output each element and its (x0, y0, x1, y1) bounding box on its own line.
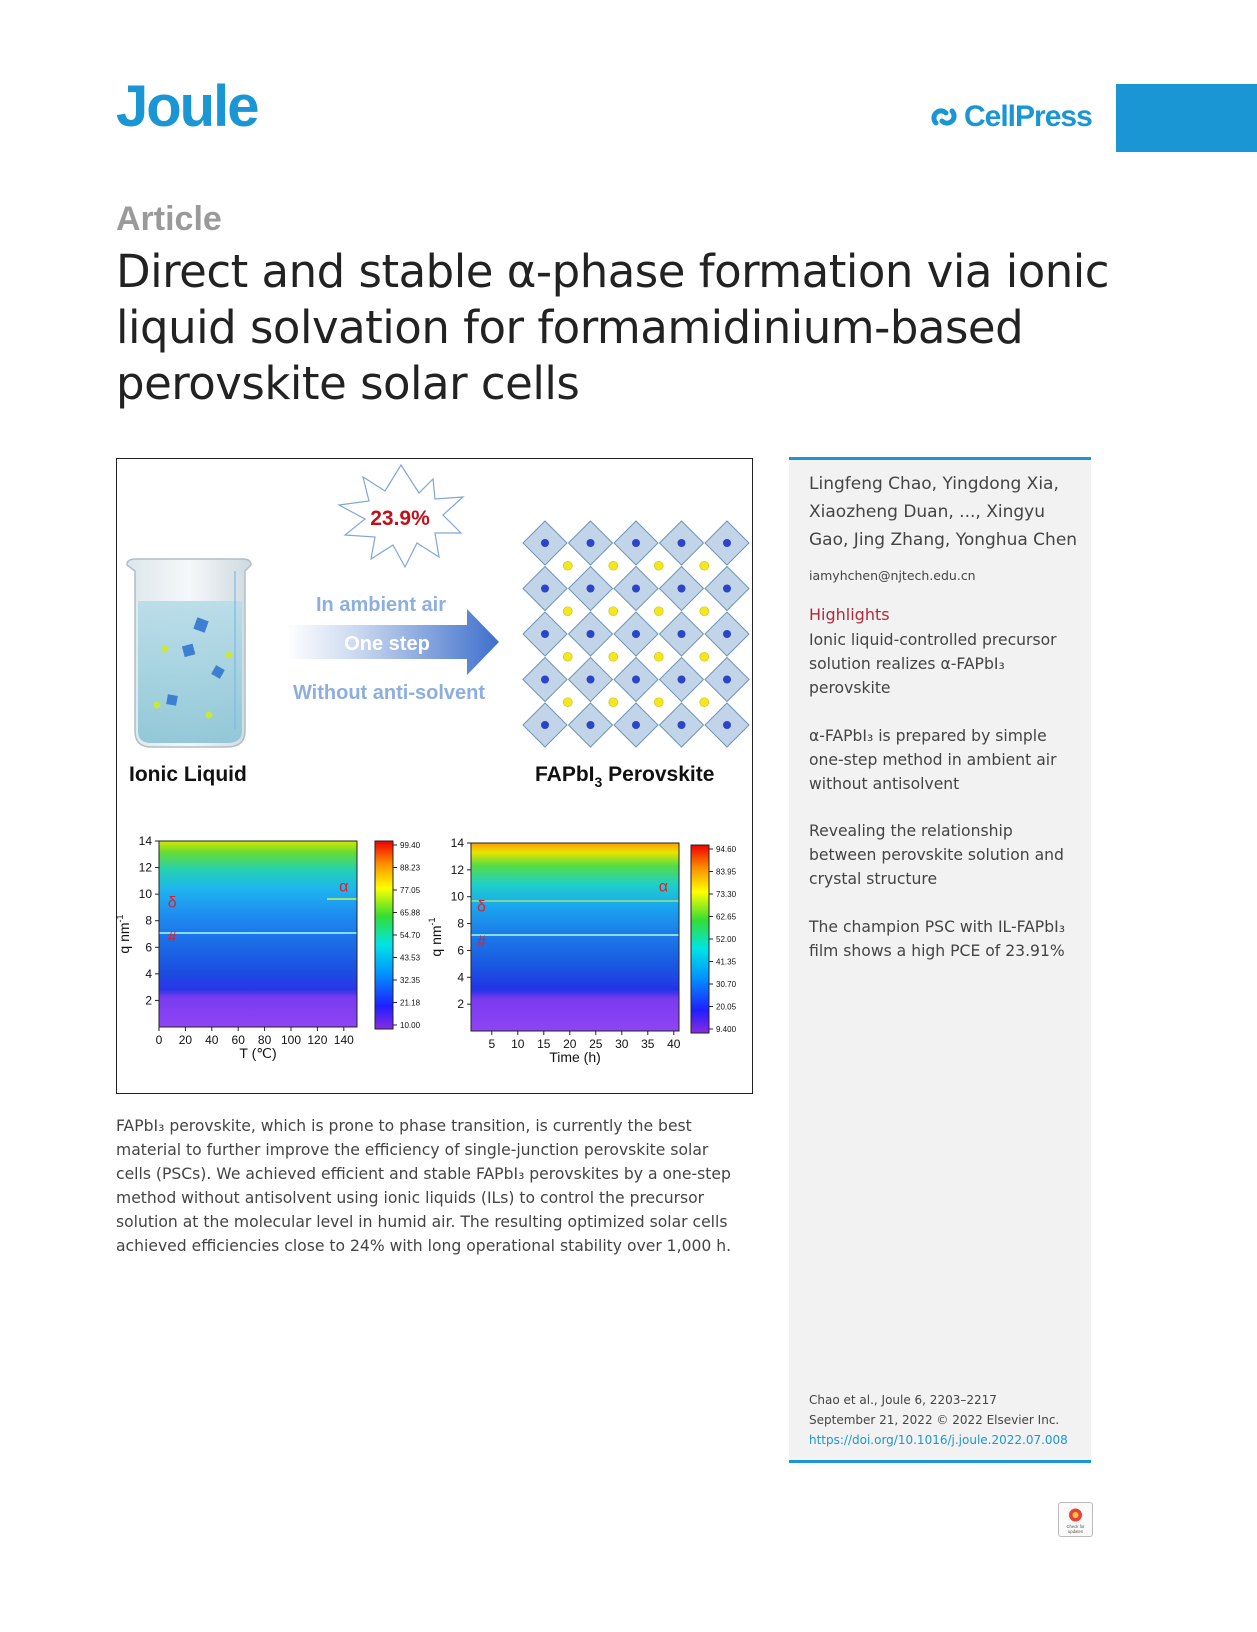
x-tick-label: 120 (307, 1033, 328, 1047)
lead-atom (632, 539, 640, 547)
colorbar-tick-label: 21.18 (400, 998, 421, 1008)
colorbar-tick-label: 41.35 (716, 957, 737, 967)
badge-line-2: updates (1068, 1529, 1083, 1534)
x-tick-label: 80 (257, 1033, 272, 1047)
fa-cation (563, 698, 572, 707)
arrow-bottom-text: Without anti-solvent (292, 682, 486, 704)
lead-atom (678, 721, 686, 729)
lead-atom (678, 539, 686, 547)
y-tick-label: 6 (457, 943, 464, 958)
colorbar-tick-label: 52.00 (716, 935, 737, 944)
y-tick-label: 2 (457, 997, 464, 1012)
fa-cation (700, 698, 709, 707)
lead-atom (723, 585, 731, 593)
article-title: Direct and stable α-phase formation via ionic liquid solvation for formamidinium-based perovskite solar cells (116, 245, 1110, 410)
y-tick-label: 14 (138, 834, 152, 848)
x-tick-label: 20 (178, 1033, 193, 1047)
beaker-illustration (127, 559, 251, 747)
check-updates-icon (1059, 1503, 1092, 1536)
citation-block (809, 1390, 1079, 1450)
highlights-heading: Highlights (809, 605, 890, 624)
y-tick-label: 12 (138, 860, 152, 875)
fa-cation (654, 652, 663, 661)
corner-color-tab (1116, 84, 1257, 152)
badge-line-1: Check for (1066, 1524, 1085, 1529)
temperature-heatmap (115, 834, 421, 1061)
colorbar-tick-label: 20.05 (716, 1002, 737, 1012)
lead-atom (587, 585, 595, 593)
cellpress-logo-icon (928, 101, 960, 133)
highlight-item: α-FAPbI₃ is prepared by simple one-step method in ambient air without antisolvent (809, 727, 1057, 793)
highlight-item: Revealing the relationship between perovskite solution and crystal structure (809, 822, 1064, 888)
lead-atom (632, 630, 640, 638)
lead-atom (587, 539, 595, 547)
lead-atom (541, 721, 549, 729)
x-tick-label: 30 (615, 1037, 629, 1051)
arrow-label: One step (344, 633, 430, 655)
phase-annotation: α (658, 878, 669, 896)
colorbar-tick-label: 73.30 (716, 890, 737, 899)
x-tick-label: 10 (511, 1037, 525, 1051)
lead-atom (723, 721, 731, 729)
lead-atom (541, 585, 549, 593)
y-tick-label: 8 (457, 916, 464, 931)
colorbar-tick-label: 83.95 (716, 867, 737, 877)
check-for-updates-badge[interactable] (1058, 1502, 1093, 1537)
colorbar-tick-label: 94.60 (716, 845, 737, 854)
graphical-abstract (116, 458, 753, 1094)
fa-cation (563, 607, 572, 616)
arrow-top-text: In ambient air (315, 594, 447, 616)
phase-annotation: # (167, 928, 177, 946)
x-tick-label: 15 (537, 1037, 551, 1051)
colorbar (691, 845, 709, 1033)
lead-atom (541, 630, 549, 638)
fa-cation (700, 652, 709, 661)
x-tick-label: 40 (667, 1037, 681, 1051)
y-tick-label: 10 (450, 889, 464, 904)
heatmap-2-field (471, 843, 679, 1031)
publisher-logo (928, 100, 1092, 134)
lead-atom (723, 539, 731, 547)
colorbar-tick-label: 54.70 (400, 931, 421, 940)
colorbar-tick-label: 32.35 (400, 976, 421, 985)
publisher-name: CellPress (964, 100, 1092, 133)
colorbar (375, 841, 393, 1029)
citation-date: September 21, 2022 © 2022 Elsevier Inc. (809, 1413, 1060, 1427)
highlight-item: Ionic liquid-controlled precursor solution realizes α-FAPbI₃ perovskite (809, 631, 1057, 697)
phase-annotation: δ (476, 898, 486, 916)
x-tick-label: 0 (155, 1033, 163, 1047)
colorbar-tick-label: 65.88 (400, 908, 421, 918)
colorbar-tick-label: 43.53 (400, 953, 421, 963)
fa-cation (700, 607, 709, 616)
colorbar-tick-label: 77.05 (400, 886, 421, 895)
fa-cation (654, 561, 663, 570)
citation-journal: Chao et al., Joule 6, 2203–2217 (809, 1393, 997, 1407)
summary-paragraph: FAPbI₃ perovskite, which is prone to phase transition, is currently the best material to further improve the efficiency of single-junction perovskite solar cells (PSCs). We achieved efficient and stable FAPbI₃ perovskites by a one-step method without antisolvent using ionic liquids (ILs) to control the precursor solution at the molecular level in humid air. The resulting optimized solar cells achieved efficiencies close to 24% with long operational stability over 1,000 h. (116, 1117, 732, 1255)
phase-annotation: # (476, 933, 486, 951)
lead-atom (678, 630, 686, 638)
colorbar-tick-label: 10.00 (400, 1021, 421, 1030)
lead-atom (541, 539, 549, 547)
doi-link[interactable]: https://doi.org/10.1016/j.joule.2022.07.008 (809, 1433, 1068, 1447)
corresponding-email[interactable]: iamyhchen@njtech.edu.cn (809, 568, 976, 583)
fa-cation (609, 561, 618, 570)
fa-cation (609, 607, 618, 616)
phase-annotation: δ (167, 894, 177, 912)
fa-cation (563, 561, 572, 570)
fa-cation (609, 652, 618, 661)
graphical-abstract-figure (117, 459, 751, 1092)
perovskite-label: FAPbI$_3$ Perovskite (535, 763, 715, 790)
y-tick-label: 2 (145, 993, 152, 1008)
ionic-liquid-label: Ionic Liquid (129, 763, 247, 786)
y-tick-label: 10 (138, 887, 152, 902)
y-axis-label: q $nm^{-1}$ (115, 914, 132, 954)
y-axis-label: q $nm^{-1}$ (427, 917, 444, 957)
y-tick-label: 8 (145, 913, 152, 928)
phase-annotation: α (339, 878, 349, 896)
colorbar-tick-label: 99.40 (400, 841, 421, 850)
colorbar-tick-label: 88.23 (400, 863, 421, 873)
lead-atom (587, 676, 595, 684)
lead-atom (678, 585, 686, 593)
colorbar-tick-label: 30.70 (716, 980, 737, 989)
y-tick-label: 12 (450, 862, 464, 877)
x-tick-label: 100 (280, 1033, 302, 1047)
y-tick-label: 6 (145, 940, 152, 955)
article-type-label: Article (116, 200, 222, 238)
efficiency-value: 23.9% (370, 507, 430, 530)
time-heatmap (427, 836, 737, 1065)
x-axis-label: Time (h) (549, 1049, 601, 1065)
lead-atom (723, 676, 731, 684)
perovskite-lattice-illustration (523, 521, 749, 747)
lead-atom (632, 676, 640, 684)
journal-logo: Joule (116, 74, 258, 139)
x-tick-label: 35 (641, 1037, 655, 1051)
fa-cation (609, 698, 618, 707)
fa-cation (654, 698, 663, 707)
fa-cation (563, 652, 572, 661)
fa-cation (654, 607, 663, 616)
lead-atom (723, 630, 731, 638)
colorbar-tick-label: 9.400 (716, 1025, 737, 1034)
y-tick-label: 4 (457, 970, 464, 985)
x-tick-label: 20 (563, 1037, 577, 1051)
highlight-item: The champion PSC with IL-FAPbI₃ film shows a high PCE of 23.91% (809, 918, 1065, 960)
fa-cation (700, 561, 709, 570)
lead-atom (587, 630, 595, 638)
x-tick-label: 5 (488, 1037, 496, 1051)
lead-atom (587, 721, 595, 729)
lead-atom (632, 585, 640, 593)
author-list: Lingfeng Chao, Yingdong Xia, Xiaozheng Duan, ..., Xingyu Gao, Jing Zhang, Yonghua Chen (809, 474, 1078, 550)
y-tick-label: 14 (450, 836, 464, 850)
y-tick-label: 4 (145, 966, 152, 981)
x-axis-label: T (℃) (239, 1045, 277, 1061)
lead-atom (541, 676, 549, 684)
x-tick-label: 140 (333, 1033, 354, 1047)
x-tick-label: 60 (231, 1033, 245, 1047)
lead-atom (678, 676, 686, 684)
x-tick-label: 40 (205, 1033, 219, 1047)
x-tick-label: 25 (589, 1037, 603, 1051)
colorbar-tick-label: 62.65 (716, 912, 737, 922)
lead-atom (632, 721, 640, 729)
